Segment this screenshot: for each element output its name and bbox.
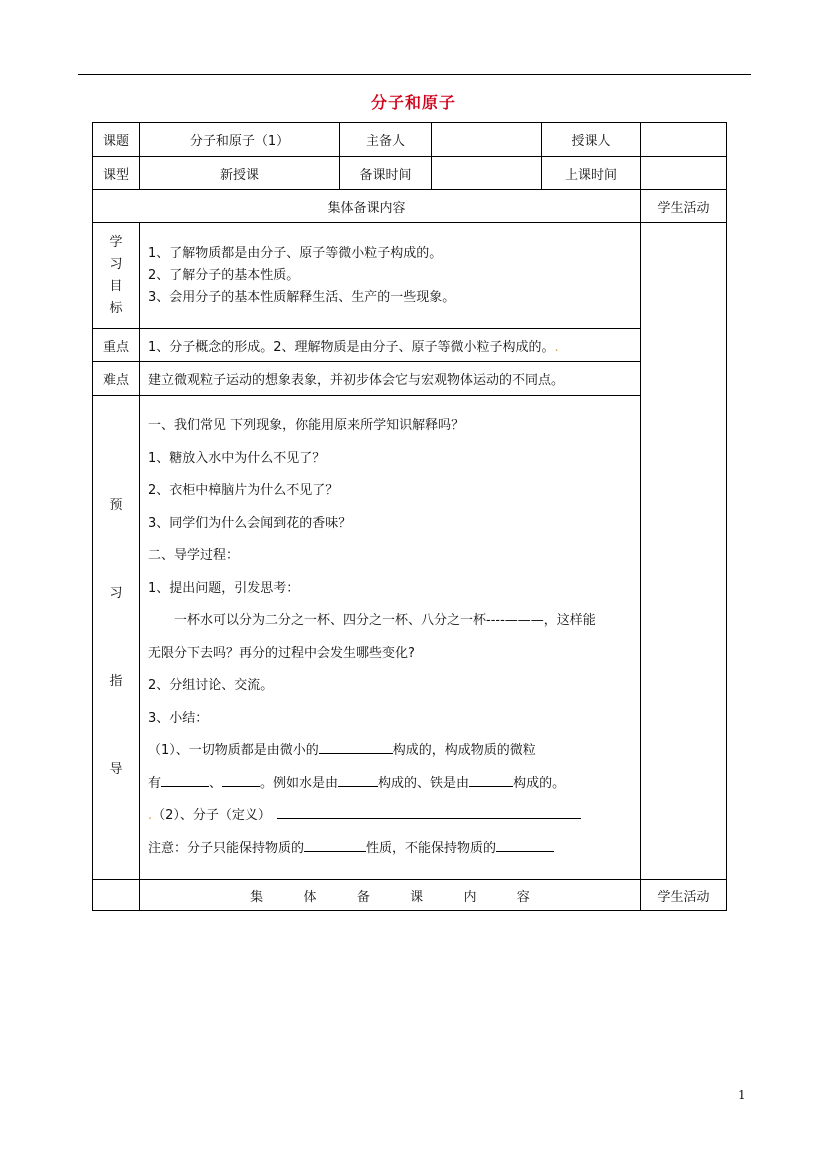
fill-blank [161, 772, 209, 787]
preview-label: 预 习 指 导 [93, 396, 140, 880]
document-title: 分子和原子 [370, 93, 456, 112]
label-class-time: 上课时间 [542, 157, 641, 190]
key-point-row [93, 329, 727, 362]
goal-item: 2、了解分子的基本性质。 [148, 267, 300, 283]
preview-line: 2、衣柜中樟脑片为什么不见了？ [148, 483, 339, 498]
summary-line-1: （1）、一切物质都是由微小的 构成的，构成物质的微粒 [148, 735, 632, 768]
label-preparer: 主备人 [340, 123, 432, 157]
key-point-content: 1、分子概念的形成。2、理解物质是由分子、原子等微小粒子构成的。. [140, 329, 641, 362]
class-time-value [641, 157, 727, 190]
fill-blank [469, 772, 513, 787]
preview-line: 2、分组讨论、交流。 [148, 678, 274, 693]
header-rule [78, 74, 751, 75]
topic-value: 分子和原子（1） [140, 123, 340, 157]
type-value: 新授课 [140, 157, 340, 190]
header-row-1 [93, 123, 727, 157]
fill-blank [222, 772, 260, 787]
header-row-2 [93, 157, 727, 190]
difficulty-content: 建立微观粒子运动的想象表象，并初步体会它与宏观物体运动的不同点。 [140, 362, 641, 396]
preview-line: 1、提出问题，引发思考： [148, 580, 300, 596]
note-line: 注意：分子只能保持物质的 性质，不能保持物质的 [148, 833, 632, 866]
goal-item: 3、会用分子的基本性质解释生活、生产的一些现象。 [148, 289, 456, 305]
goals-row [93, 223, 727, 329]
lesson-plan-table [92, 122, 727, 911]
label-teacher: 授课人 [542, 123, 641, 157]
student-activity-column [641, 223, 727, 880]
preview-content [140, 396, 641, 880]
summary-line-3: .（2）、分子（定义） [148, 800, 632, 833]
label-prep-time: 备课时间 [340, 157, 432, 190]
fill-blank [277, 804, 581, 819]
preview-line: 无限分下去吗？再分的过程中会发生哪些变化? [148, 645, 415, 661]
page-number: 1 [738, 1088, 746, 1102]
goal-item: 1、了解物质都是由分子、原子等微小粒子构成的。 [148, 245, 443, 261]
fill-blank [496, 837, 554, 852]
label-topic: 课题 [93, 123, 140, 157]
prep-time-value [432, 157, 542, 190]
summary-line-2: 有 、 。例如水是由 构成的、铁是由 构成的。 [148, 768, 632, 801]
preparer-value [432, 123, 542, 157]
label-type: 课型 [93, 157, 140, 190]
difficulty-row [93, 362, 727, 396]
footer-row [93, 880, 727, 911]
preview-line: 1、糖放入水中为什么不见了？ [148, 450, 326, 466]
section-header-row [93, 190, 727, 223]
preview-line: 一杯水可以分为二分之一杯、四分之一杯、八分之一杯----———，这样能 [174, 613, 596, 628]
preview-line: 3、小结： [148, 710, 209, 726]
section-content-header: 集体备课内容 [93, 190, 641, 223]
goals-label: 学 习 目 标 [93, 223, 140, 329]
key-point-label: 重点 [93, 329, 140, 362]
section-student-header: 学生活动 [641, 190, 727, 223]
preview-line: 一、我们常见 下列现象，你能用原来所学知识解释吗？ [148, 418, 465, 433]
teacher-value [641, 123, 727, 157]
fill-blank [338, 772, 378, 787]
goals-content [140, 223, 641, 329]
footer-empty-cell [93, 880, 140, 911]
preview-row [93, 396, 727, 880]
difficulty-label: 难点 [93, 362, 140, 396]
fill-blank [304, 837, 366, 852]
preview-line: 3、同学们为什么会闻到花的香味？ [148, 515, 352, 531]
footer-content-header: 集 体 备 课 内 容 [140, 880, 641, 911]
preview-line: 二、导学过程： [148, 548, 240, 563]
footer-student-header: 学生活动 [641, 880, 727, 911]
fill-blank [319, 739, 393, 754]
